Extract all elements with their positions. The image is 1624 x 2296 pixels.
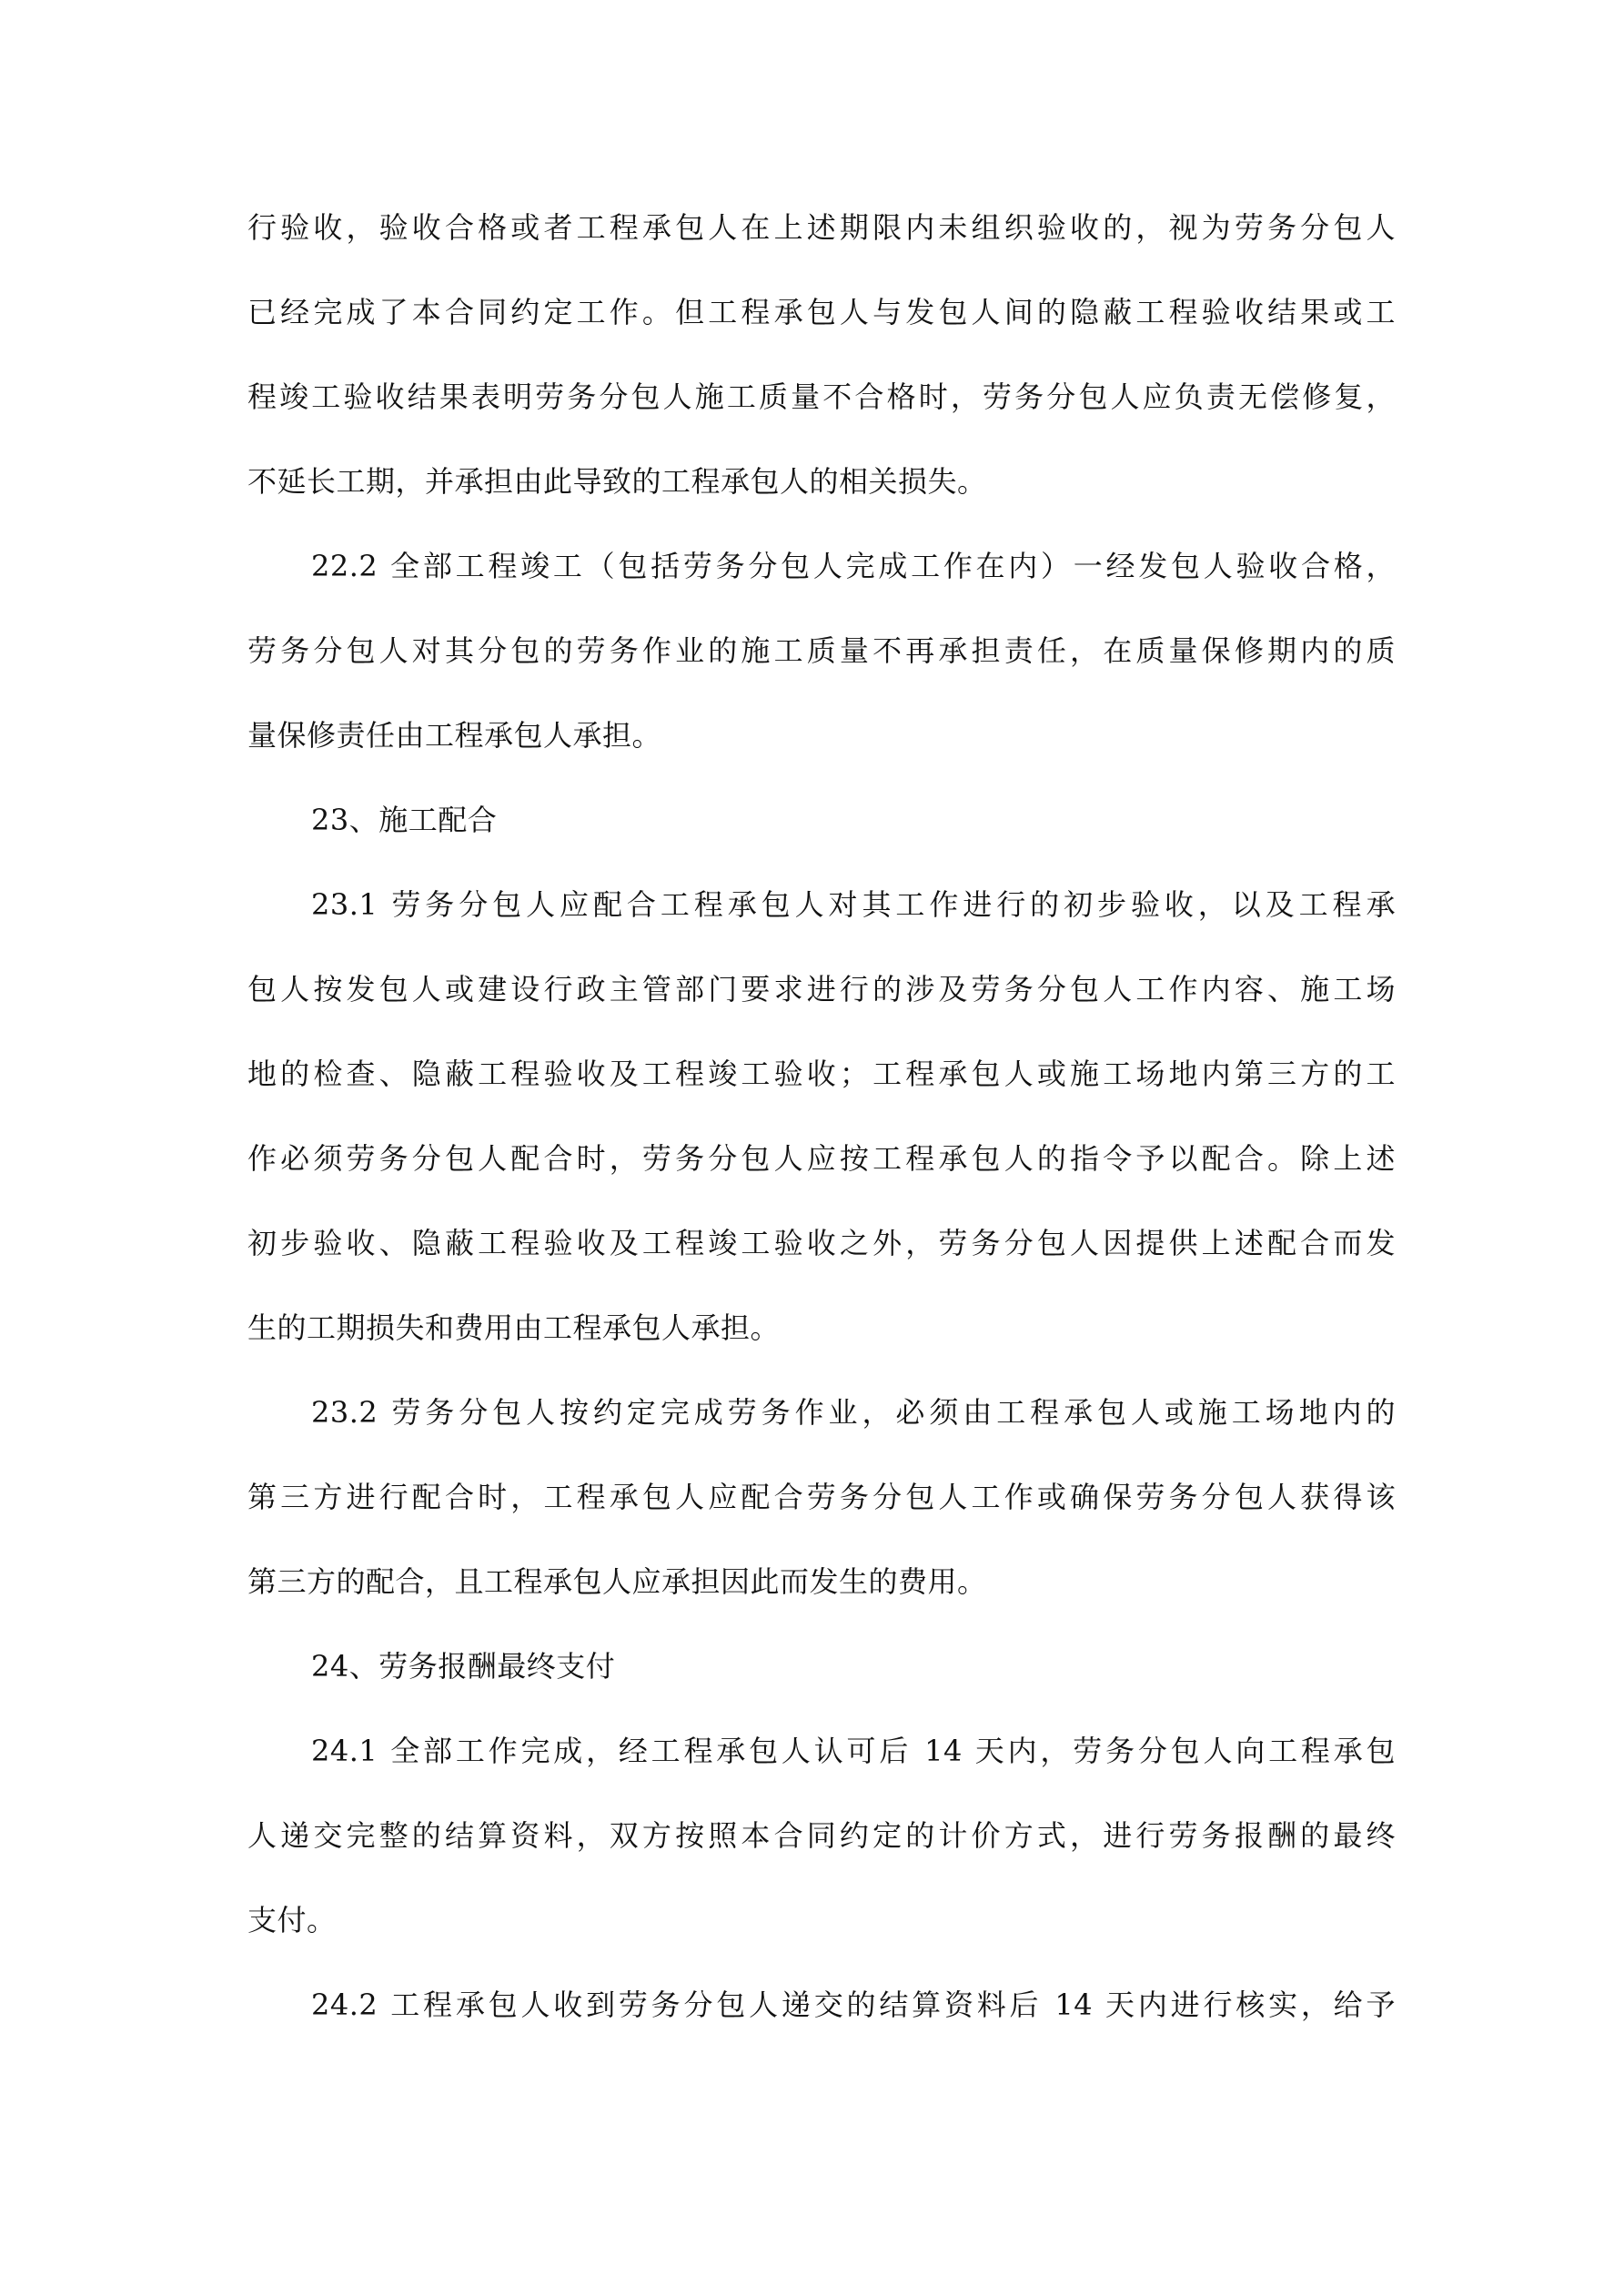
text-line: 人递交完整的结算资料，双方按照本合同约定的计价方式，进行劳务报酬的最终 [247,1818,1396,1853]
text-line: 支付。 [247,1903,337,1937]
text-line: 劳务分包人对其分包的劳务作业的施工质量不再承担责任，在质量保修期内的质 [247,633,1396,668]
text-line: 行验收，验收合格或者工程承包人在上述期限内未组织验收的，视为劳务分包人 [247,210,1396,245]
text-line: 初步验收、隐蔽工程验收及工程竣工验收之外，劳务分包人因提供上述配合而发 [247,1226,1396,1260]
text-line: 第三方进行配合时，工程承包人应配合劳务分包人工作或确保劳务分包人获得该 [247,1480,1396,1514]
clause-24-1-start: 24.1 全部工作完成，经工程承包人认可后 14 天内，劳务分包人向工程承包 [311,1734,1396,1768]
clause-22-2-start: 22.2 全部工程竣工（包括劳务分包人完成工作在内）一经发包人验收合格， [311,549,1396,583]
clause-23-2-start: 23.2 劳务分包人按约定完成劳务作业，必须由工程承包人或施工场地内的 [311,1395,1396,1430]
text-line: 作必须劳务分包人配合时，劳务分包人应按工程承包人的指令予以配合。除上述 [247,1141,1396,1176]
text-line: 不延长工期，并承担由此导致的工程承包人的相关损失。 [247,464,987,499]
section-heading-24: 24、劳务报酬最终支付 [311,1649,616,1684]
text-line: 第三方的配合，且工程承包人应承担因此而发生的费用。 [247,1564,987,1599]
text-line: 程竣工验收结果表明劳务分包人施工质量不合格时，劳务分包人应负责无偿修复， [247,379,1396,414]
text-line: 包人按发包人或建设行政主管部门要求进行的涉及劳务分包人工作内容、施工场 [247,972,1396,1006]
clause-24-2-start: 24.2 工程承包人收到劳务分包人递交的结算资料后 14 天内进行核实，给予 [311,1988,1396,2022]
section-heading-23: 23、施工配合 [311,803,498,837]
clause-23-1-start: 23.1 劳务分包人应配合工程承包人对其工作进行的初步验收，以及工程承 [311,887,1396,922]
text-line: 量保修责任由工程承包人承担。 [247,718,662,753]
text-line: 已经完成了本合同约定工作。但工程承包人与发包人间的隐蔽工程验收结果或工 [247,295,1396,329]
text-line: 地的检查、隐蔽工程验收及工程竣工验收；工程承包人或施工场地内第三方的工 [247,1057,1396,1091]
text-line: 生的工期损失和费用由工程承包人承担。 [247,1310,781,1345]
